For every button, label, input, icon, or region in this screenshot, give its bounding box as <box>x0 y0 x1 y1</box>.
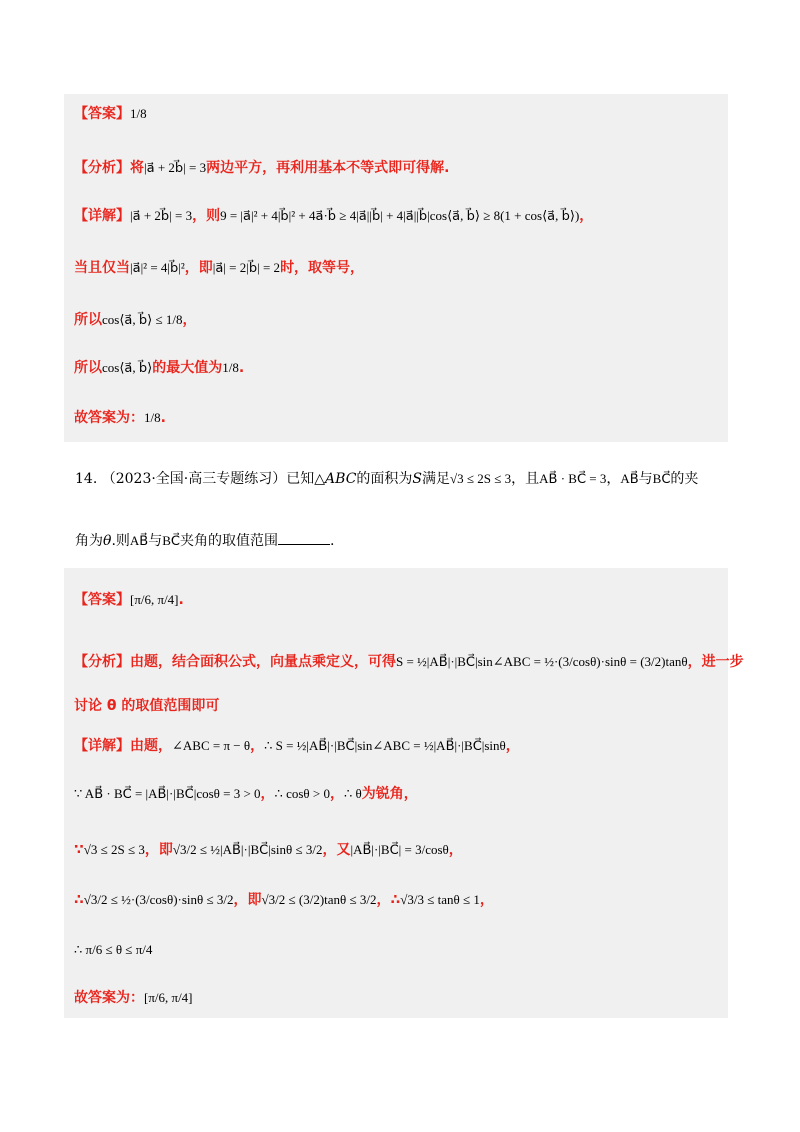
analysis-label: 【分析】 <box>74 160 130 176</box>
l6-math: ∴ π/6 ≤ θ ≤ π/4 <box>74 942 153 957</box>
q-text-2: 的面积为 <box>356 471 413 487</box>
question-14-line-2 <box>75 530 334 550</box>
detail-sep-14: ， <box>250 738 265 754</box>
analysis-math-14: S = ½|AB⃗|·|BC⃗|sin∠ABC = ½·(3/cosθ)·sinθ = (3/2)tanθ <box>396 654 688 669</box>
equality-line <box>74 258 364 278</box>
q-text-6: 的夹 <box>670 471 699 487</box>
final-value: 1/8 <box>144 410 161 425</box>
detail-tail-14: ， <box>505 738 520 754</box>
answer-value-14: [π/6, π/4] <box>130 592 179 607</box>
l5-math-1: √3/2 ≤ ½·(3/cosθ)·sinθ ≤ 3/2 <box>83 892 234 907</box>
analysis-text: 两边平方，再利用基本不等式即可得解. <box>206 160 450 176</box>
l3-sep-2: ， <box>329 786 344 802</box>
so2-val: 1/8 <box>222 360 239 375</box>
analysis-math: |a⃗ + 2b⃗| = 3 <box>144 160 207 175</box>
l4-math-2: √3/2 ≤ ½|AB⃗|·|BC⃗|sinθ ≤ 3/2 <box>172 842 323 857</box>
analysis-line-14 <box>74 652 744 672</box>
answer-tail-14: . <box>178 592 184 608</box>
detail-label: 【详解】 <box>74 208 130 224</box>
question-number: 14. <box>75 471 98 487</box>
l5-math-3: √3/3 ≤ tanθ ≤ 1 <box>400 892 480 907</box>
so-line-1 <box>74 310 196 330</box>
detail-line-14-4 <box>74 840 463 860</box>
so2-tail: . <box>238 360 245 376</box>
l3-math-3: ∴ θ <box>343 786 362 801</box>
l3-math-1: ∵ AB⃗ · BC⃗ = |AB⃗|·|BC⃗|cosθ = 3 > 0 <box>74 786 261 801</box>
l3-math-2: ∴ cosθ > 0 <box>274 786 330 801</box>
detail-line <box>74 206 593 226</box>
q-line2-a: 角为 <box>75 533 103 549</box>
q-dot-math: AB⃗ · BC⃗ = 3 <box>539 471 607 486</box>
l5-tail: ， <box>479 892 494 908</box>
answer-value: 1/8 <box>130 106 147 121</box>
question-source: （2023·全国·高三专题练习） <box>101 471 287 487</box>
analysis-pre: 将 <box>130 160 144 176</box>
q-bc-2: BC⃗ <box>162 533 180 548</box>
eq-math-1: |a⃗|² = 4|b⃗|² <box>130 260 185 275</box>
so2-math: cos⟨a⃗, b⃗⟩ <box>102 360 153 375</box>
analysis-line2-14: 讨论 θ 的取值范围即可 <box>74 698 220 714</box>
q-text-5: ， <box>606 471 621 487</box>
final-answer-line <box>74 408 166 428</box>
analysis-text-14a: 由题，结合面积公式，向量点乘定义，可得 <box>130 654 396 670</box>
final-tail: . <box>160 410 166 426</box>
answer-line-14 <box>74 590 184 610</box>
q-text-3: 满足 <box>422 471 450 487</box>
detail-line-14-3 <box>74 784 418 804</box>
q-bc: BC⃗ <box>652 471 671 486</box>
detail-line-14-6 <box>74 940 152 960</box>
detail-math-2: 9 = |a⃗|² + 4|b⃗|² + 4a⃗·b⃗ ≥ 4|a⃗||b⃗| + 4|a⃗||b⃗|cos⟨a⃗, b⃗⟩ ≥ 8(1 + cos⟨a⃗, b⃗⟩) <box>220 208 580 223</box>
l5-so: ∴ <box>74 892 84 908</box>
eq-ie: ，即 <box>184 260 213 276</box>
analysis-text-14b: ，进一步 <box>687 654 744 670</box>
l4-math-3: |AB⃗|·|BC⃗| = 3/cosθ <box>350 842 449 857</box>
solution-panel-14 <box>64 568 744 1018</box>
q-line2-c: 夹角的取值范围 <box>179 533 278 549</box>
l4-tail: ， <box>448 842 463 858</box>
detail-math-14b: ∴ S = ½|AB⃗|·|BC⃗|sin∠ABC = ½|AB⃗|·|BC⃗|sinθ <box>264 738 506 753</box>
so2-mid: 的最大值为 <box>152 360 223 376</box>
q-line2-end: . <box>329 533 335 549</box>
detail-label-14: 【详解】 <box>74 738 130 754</box>
detail-text-14: 由题， <box>130 738 172 754</box>
eq-tail: 时，取等号， <box>280 260 365 276</box>
l4-math-1: √3 ≤ 2S ≤ 3 <box>83 842 145 857</box>
q-cond-math: √3 ≤ 2S ≤ 3 <box>450 471 512 486</box>
q-theta: θ <box>103 533 112 549</box>
q-abc: ABC <box>325 471 357 487</box>
answer-blank <box>278 530 330 545</box>
so-line-2 <box>74 358 244 378</box>
l4-also: ，又 <box>322 842 351 858</box>
q-s: S <box>412 471 422 487</box>
answer-line <box>74 104 147 124</box>
l5-math-2: √3/2 ≤ (3/2)tanθ ≤ 3/2 <box>261 892 377 907</box>
l5-so-2: ∴ <box>390 892 401 908</box>
analysis-line-14-2 <box>74 696 219 716</box>
analysis-line <box>74 158 449 178</box>
detail-line-14-5 <box>74 890 494 910</box>
final-value-14: [π/6, π/4] <box>144 990 193 1005</box>
so1-label: 所以 <box>74 312 102 328</box>
solution-panel-13 <box>64 94 728 442</box>
final-label: 故答案为： <box>74 410 144 426</box>
q-ab-2: AB⃗ <box>129 533 149 548</box>
l3-sep-1: ， <box>260 786 275 802</box>
final-answer-line-14 <box>74 988 193 1008</box>
detail-then: ，则 <box>192 208 221 224</box>
q-ab: AB⃗ <box>620 471 639 486</box>
question-14-line-1 <box>75 468 698 488</box>
l4-because: ∵ <box>74 842 84 858</box>
q-line2-b: .则 <box>111 533 130 549</box>
l4-ie: ，即 <box>144 842 173 858</box>
analysis-label-14: 【分析】 <box>74 654 130 670</box>
l3-tail: 为锐角， <box>361 786 418 802</box>
detail-math-14a: ∠ABC = π − θ <box>172 738 251 753</box>
detail-comma: ， <box>579 208 594 224</box>
l5-sep: ， <box>376 892 391 908</box>
detail-math-1: |a⃗ + 2b⃗| = 3 <box>130 208 193 223</box>
eq-math-2: |a⃗| = 2|b⃗| = 2 <box>212 260 281 275</box>
final-label-14: 故答案为： <box>74 990 144 1006</box>
so2-label: 所以 <box>74 360 102 376</box>
so1-tail: ， <box>182 312 197 328</box>
q-text-1: 已知△ <box>286 471 326 487</box>
q-text-4: ，且 <box>511 471 540 487</box>
l5-ie: ，即 <box>233 892 262 908</box>
answer-label-14: 【答案】 <box>74 592 130 608</box>
answer-label: 【答案】 <box>74 106 130 122</box>
detail-line-14 <box>74 736 520 756</box>
so1-math: cos⟨a⃗, b⃗⟩ ≤ 1/8 <box>102 312 183 327</box>
eq-when: 当且仅当 <box>74 260 130 276</box>
q-with-2: 与 <box>148 533 163 549</box>
q-with: 与 <box>638 471 653 487</box>
